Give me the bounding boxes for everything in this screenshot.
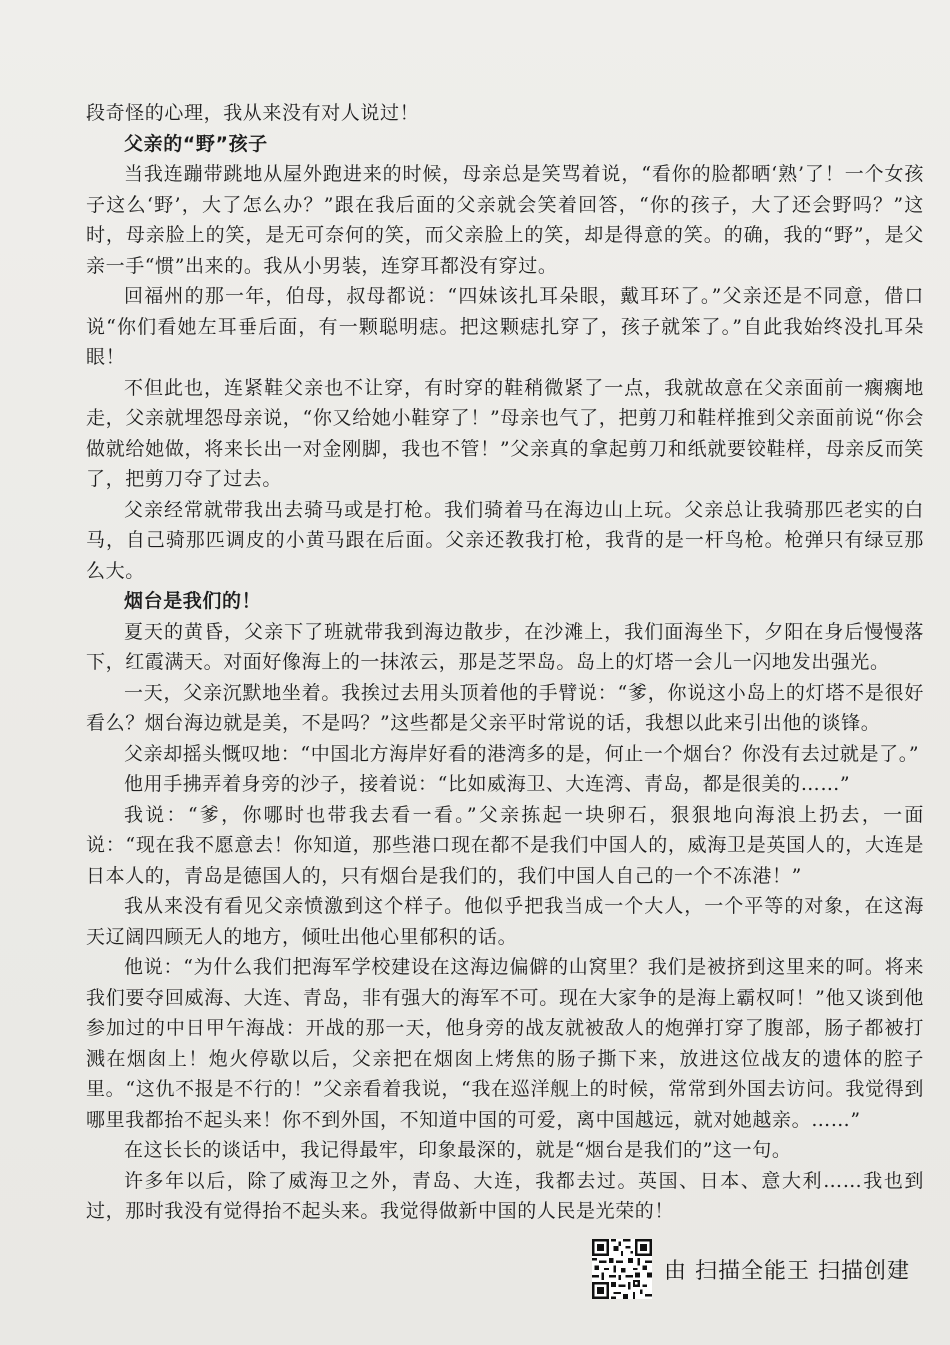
section-heading: 烟台是我们的！ bbox=[124, 590, 262, 612]
paragraph: 我说：“爹，你哪时也带我去看一看。”父亲拣起一块卵石，狠狠地向海浪上扔去，一面说：“现在我不愿意去！你知道，那些港口现在都不是我们中国人的，威海卫是英国人的，大连是日本人的，青岛是德国人的，只有烟台是我们的，我们中国人自己的一个不冻港！” bbox=[86, 803, 924, 887]
paragraph: 许多年以后，除了威海卫之外，青岛、大连，我都去过。英国、日本、意大利……我也到过，那时我没有觉得抬不起头来。我觉得做新中国的人民是光荣的！ bbox=[86, 1169, 924, 1222]
paragraph: 当我连蹦带跳地从屋外跑进来的时候，母亲总是笑骂着说，“看你的脸都晒‘熟’了！一个女孩子这么‘野’，大了怎么办？”跟在我后面的父亲就会笑着回答，“你的孩子，大了还会野吗？”这时，母亲脸上的笑，是无可奈何的笑，而父亲脸上的笑，却是得意的笑。的确，我的“野”，是父亲一手“惯”出来的。我从小男装，连穿耳都没有穿过。 bbox=[86, 163, 924, 277]
section-wild-child bbox=[86, 129, 924, 587]
paragraph: 我从来没有看见父亲愤激到这个样子。他似乎把我当成一个大人，一个平等的对象，在这海天辽阔四顾无人的地方，倾吐出他心里郁积的话。 bbox=[86, 895, 924, 948]
paragraph: 他说：“为什么我们把海军学校建设在这海边偏僻的山窝里？我们是被挤到这里来的呵。将来我们要夺回威海、大连、青岛，非有强大的海军不可。现在大家争的是海上霸权呵！”他又谈到他参加过的中日甲午海战：开战的那一天，他身旁的战友就被敌人的炮弹打穿了腹部，肠子都被打溅在烟囱上！炮火停歇以后，父亲把在烟囱上烤焦的肠子撕下来，放进这位战友的遗体的腔子里。“这仇不报是不行的！”父亲看着我说，“我在巡洋舰上的时候，常常到外国去访问。我觉得到哪里我都抬不起头来！你不到外国，不知道中国的可爱，离中国越远，就对她越亲。……” bbox=[86, 956, 924, 1131]
paragraph: 在这长长的谈话中，我记得最牢，印象最深的，就是“烟台是我们的”这一句。 bbox=[124, 1139, 792, 1161]
watermark-text: 由 扫描全能王 扫描创建 bbox=[664, 1258, 910, 1284]
section-yantai bbox=[86, 586, 924, 1227]
scanner-watermark bbox=[592, 1238, 932, 1300]
paragraph: 不但此也，连紧鞋父亲也不让穿，有时穿的鞋稍微紧了一点，我就故意在父亲面前一瘸瘸地走，父亲就埋怨母亲说，“你又给她小鞋穿了！”母亲也气了，把剪刀和鞋样推到父亲面前说“你会做就给她做，将来长出一对金刚脚，我也不管！”父亲真的拿起剪刀和纸就要铰鞋样，母亲反而笑了，把剪刀夺了过去。 bbox=[86, 376, 924, 490]
qr-code-icon bbox=[592, 1239, 652, 1299]
paragraph: 父亲却摇头慨叹地：“中国北方海岸好看的港湾多的是，何止一个烟台？你没有去过就是了。” bbox=[124, 742, 920, 765]
section-heading: 父亲的“野”孩子 bbox=[124, 132, 268, 155]
paragraph: 一天，父亲沉默地坐着。我挨过去用头顶着他的手臂说：“爹，你说这小岛上的灯塔不是很好看么？烟台海边就是美，不是吗？”这些都是父亲平时常说的话，我想以此来引出他的谈锋。 bbox=[86, 681, 924, 734]
document-body bbox=[86, 98, 924, 1227]
paragraph: 父亲经常就带我出去骑马或是打枪。我们骑着马在海边山上玩。父亲总让我骑那匹老实的白马，自己骑那匹调皮的小黄马跟在后面。父亲还教我打枪，我背的是一杆鸟枪。枪弹只有绿豆那么大。 bbox=[86, 498, 924, 582]
paragraph: 他用手拂弄着身旁的沙子，接着说：“比如威海卫、大连湾、青岛，都是很美的……” bbox=[124, 773, 851, 795]
intro-line: 段奇怪的心理，我从来没有对人说过！ bbox=[86, 102, 420, 124]
paragraph: 夏天的黄昏，父亲下了班就带我到海边散步，在沙滩上，我们面海坐下，夕阳在身后慢慢落下，红霞满天。对面好像海上的一抹浓云，那是芝罘岛。岛上的灯塔一会儿一闪地发出强光。 bbox=[86, 620, 924, 673]
paragraph: 回福州的那一年，伯母，叔母都说：“四妹该扎耳朵眼，戴耳环了。”父亲还是不同意，借口说“你们看她左耳垂后面，有一颗聪明痣。把这颗痣扎穿了，孩子就笨了。”自此我始终没扎耳朵眼！ bbox=[86, 285, 924, 368]
